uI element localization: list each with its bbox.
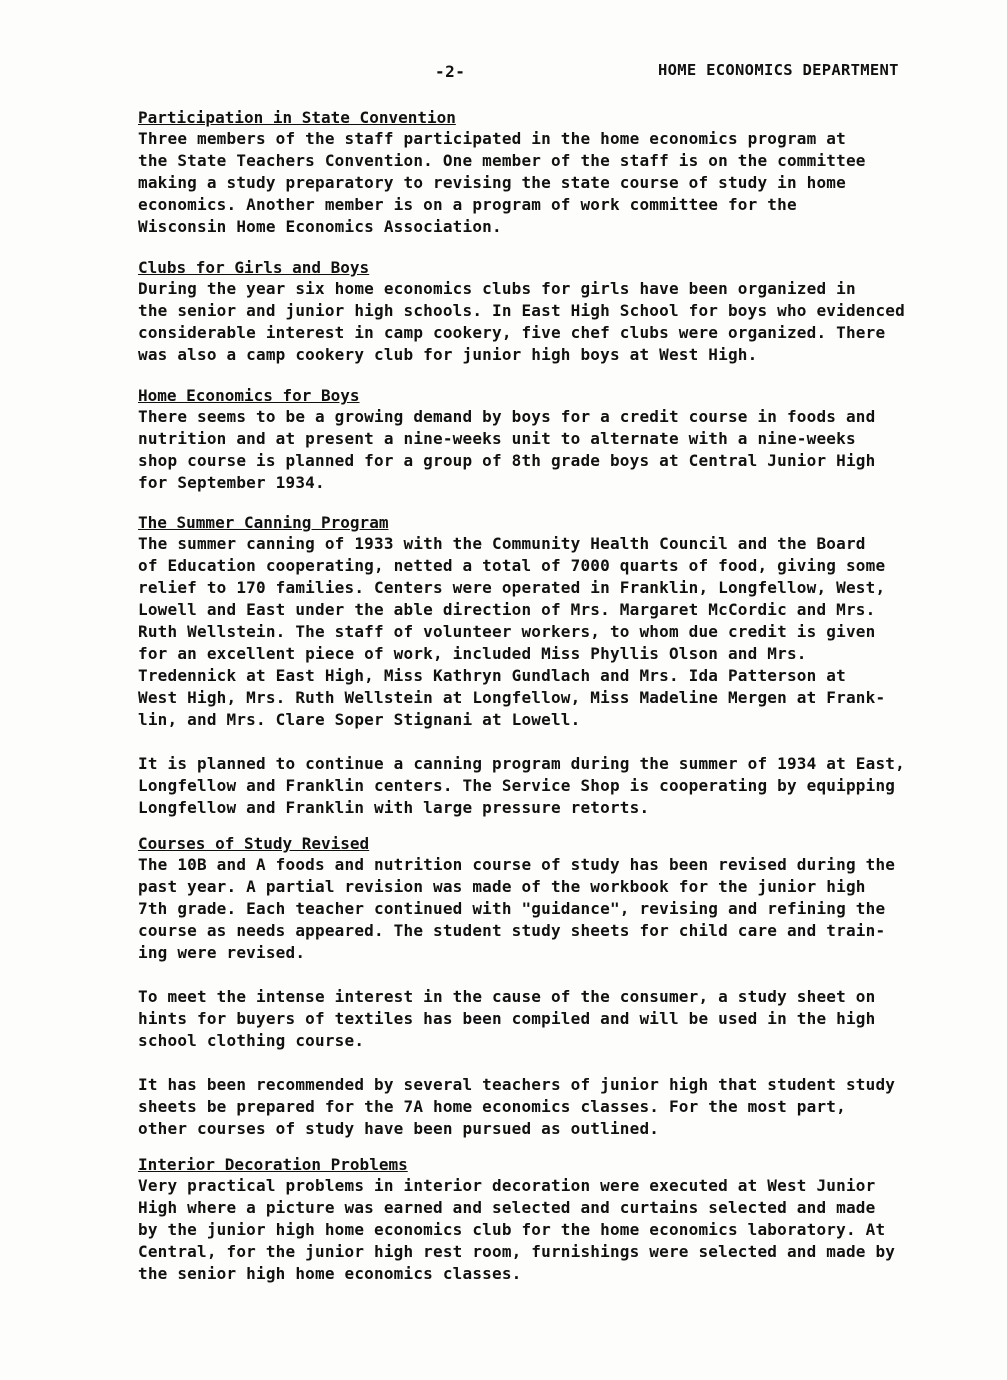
section-boys <box>138 386 988 494</box>
section-heading: Home Economics for Boys <box>138 386 360 405</box>
text-line: school clothing course. <box>138 1031 365 1050</box>
text-line: The 10B and A foods and nutrition course of study has been revised during the <box>138 855 896 874</box>
text-line: Tredennick at East High, Miss Kathryn Gundlach and Mrs. Ida Patterson at <box>138 666 846 685</box>
section-heading: Courses of Study Revised <box>138 834 370 853</box>
text-line: of Education cooperating, netted a total of 7000 quarts of food, giving some <box>138 556 886 575</box>
text-line: the senior and junior high schools. In East High School for boys who evidenced <box>138 301 905 320</box>
text-line: shop course is planned for a group of 8th grade boys at Central Junior High <box>138 451 876 470</box>
text-line: Ruth Wellstein. The staff of volunteer workers, to whom due credit is given <box>138 622 876 641</box>
paragraph <box>138 854 988 964</box>
text-line: High where a picture was earned and selected and curtains selected and made <box>138 1198 876 1217</box>
text-line: for an excellent piece of work, included Miss Phyllis Olson and Mrs. <box>138 644 807 663</box>
text-line: Three members of the staff participated in the home economics program at <box>138 129 846 148</box>
text-line: hints for buyers of textiles has been compiled and will be used in the high <box>138 1009 876 1028</box>
text-line: Longfellow and Franklin with large pressure retorts. <box>138 798 650 817</box>
text-line: making a study preparatory to revising the state course of study in home <box>138 173 846 192</box>
paragraph <box>138 406 988 494</box>
text-line: by the junior high home economics club for the home economics laboratory. At <box>138 1220 886 1239</box>
text-line: It has been recommended by several teachers of junior high that student study <box>138 1075 896 1094</box>
text-line: Lowell and East under the able direction of Mrs. Margaret McCordic and Mrs. <box>138 600 876 619</box>
text-line: was also a camp cookery club for junior high boys at West High. <box>138 345 758 364</box>
section-heading: Interior Decoration Problems <box>138 1155 408 1174</box>
section-courses <box>138 834 988 1140</box>
paragraph <box>138 533 988 731</box>
text-line: ing were revised. <box>138 943 306 962</box>
text-line: West High, Mrs. Ruth Wellstein at Longfellow, Miss Madeline Mergen at Frank- <box>138 688 886 707</box>
text-line: lin, and Mrs. Clare Soper Stignani at Lowell. <box>138 710 581 729</box>
paragraph <box>138 1175 988 1285</box>
paragraph <box>138 128 988 238</box>
text-line: During the year six home economics clubs for girls have been organized in <box>138 279 856 298</box>
section-heading: Clubs for Girls and Boys <box>138 258 370 277</box>
text-line: Wisconsin Home Economics Association. <box>138 217 502 236</box>
text-line: It is planned to continue a canning program during the summer of 1934 at East, <box>138 754 905 773</box>
text-line: The summer canning of 1933 with the Community Health Council and the Board <box>138 534 866 553</box>
text-line: economics. Another member is on a program of work committee for the <box>138 195 797 214</box>
section-canning <box>138 513 988 819</box>
text-line: relief to 170 families. Centers were operated in Franklin, Longfellow, West, <box>138 578 886 597</box>
section-clubs <box>138 258 988 366</box>
text-line: There seems to be a growing demand by boys for a credit course in foods and <box>138 407 876 426</box>
section-heading: Participation in State Convention <box>138 108 456 127</box>
text-line: the State Teachers Convention. One member of the staff is on the committee <box>138 151 866 170</box>
text-line: course as needs appeared. The student study sheets for child care and train- <box>138 921 886 940</box>
text-line: other courses of study have been pursued as outlined. <box>138 1119 660 1138</box>
text-line: Longfellow and Franklin centers. The Service Shop is cooperating by equipping <box>138 776 896 795</box>
department-header: HOME ECONOMICS DEPARTMENT <box>658 61 899 79</box>
paragraph <box>138 1074 988 1140</box>
text-line: Central, for the junior high rest room, furnishings were selected and made by <box>138 1242 896 1261</box>
text-line: sheets be prepared for the 7A home economics classes. For the most part, <box>138 1097 846 1116</box>
text-line: past year. A partial revision was made of the workbook for the junior high <box>138 877 866 896</box>
section-state-convention <box>138 108 988 238</box>
section-interior <box>138 1155 988 1285</box>
text-line: Very practical problems in interior decoration were executed at West Junior <box>138 1176 876 1195</box>
text-line: the senior high home economics classes. <box>138 1264 522 1283</box>
text-line: To meet the intense interest in the cause of the consumer, a study sheet on <box>138 987 876 1006</box>
paragraph <box>138 278 988 366</box>
text-line: considerable interest in camp cookery, five chef clubs were organized. There <box>138 323 886 342</box>
text-line: 7th grade. Each teacher continued with "guidance", revising and refining the <box>138 899 886 918</box>
page-number: -2- <box>435 62 466 81</box>
paragraph <box>138 753 988 819</box>
paragraph <box>138 986 988 1052</box>
text-line: nutrition and at present a nine-weeks unit to alternate with a nine-weeks <box>138 429 856 448</box>
section-heading: The Summer Canning Program <box>138 513 389 532</box>
text-line: for September 1934. <box>138 473 325 492</box>
